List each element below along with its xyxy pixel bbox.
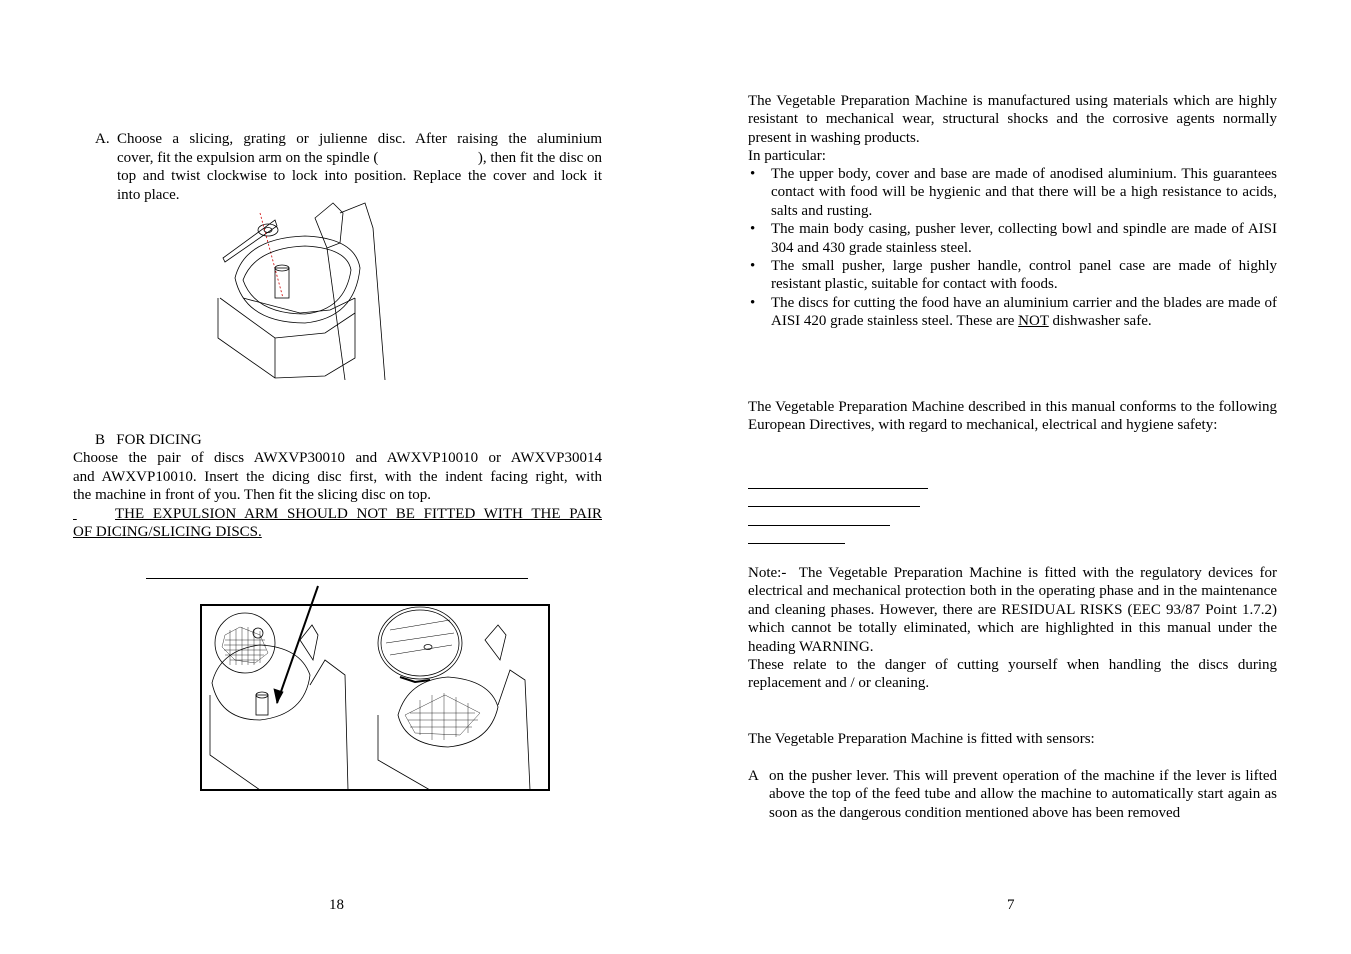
- sensor-a-text: on the pusher lever. This will prevent operation of the machine if the lever is lifted above the top of the feed tube and allow the machine to automatically start again as soon as the dangerous condition mentioned above has been removed: [769, 768, 1277, 821]
- conformity-paragraph: The Vegetable Preparation Machine described in this manual conforms to the following European Directives, with regard to mechanical, electrical and hygiene safety:: [748, 399, 1277, 434]
- materials-list: [748, 165, 1277, 331]
- bullet-text: The main body casing, pusher lever, collecting bowl and spindle are made of AISI 304 and 430 grade stainless steel.: [771, 221, 1277, 256]
- step-a-line-4: into place.: [117, 187, 180, 203]
- list-item: [748, 220, 1277, 257]
- in-particular-label: In particular:: [748, 148, 826, 164]
- list-item: [748, 257, 1277, 294]
- bullet-icon: •: [750, 221, 756, 238]
- directive-rule-3: [748, 525, 890, 526]
- note-text: The Vegetable Preparation Machine is fitted with the regulatory devices for electrical and mechanical protection both in the operating phase and in the maintenance and cleaning phases. However, there are RESIDUAL RISKS (EEC 93/87 Point 1.7.2) which cannot be totally eliminated, which are highlighted in this manual under the heading WARNING.: [748, 565, 1277, 655]
- step-b-warning-line-2: OF DICING/SLICING DISCS.: [73, 524, 262, 540]
- blank-rule: [146, 578, 528, 579]
- directive-rule-1: [748, 488, 928, 489]
- bullet-text-part: The discs for cutting the food have an aluminium carrier and the blades are made of AISI 420 grade stainless steel. These are: [771, 294, 1277, 330]
- step-a-line-3: top and twist clockwise to lock into position. Replace the cover and lock it: [117, 168, 602, 184]
- step-b-line-3: the machine in front of you. Then fit the slicing disc on top.: [73, 487, 431, 503]
- sensors-intro: The Vegetable Preparation Machine is fitted with sensors:: [748, 731, 1095, 747]
- dicing-discs-diagram: [200, 585, 552, 793]
- not-emphasis: NOT: [1018, 313, 1049, 330]
- list-item: [748, 294, 1277, 331]
- directive-rule-2: [748, 506, 920, 507]
- bullet-text-part: dishwasher safe.: [1048, 313, 1152, 330]
- step-a-line-2-start: cover, fit the expulsion arm on the spindle (: [117, 150, 379, 166]
- list-item: [748, 165, 1277, 220]
- bullet-text: [771, 294, 1277, 331]
- bullet-text: The small pusher, large pusher handle, control panel case are made of highly resistant plastic, suitable for contact with foods.: [771, 258, 1277, 293]
- step-a-marker: A.: [95, 131, 110, 147]
- step-b-line-2: and AWXVP10010. Insert the dicing disc first, with the indent facing right, with: [73, 469, 602, 485]
- bullet-text: The upper body, cover and base are made of anodised aluminium. This guarantees contact with food will be hygienic and that there will be a high resistance to acids, salts and rusting.: [771, 166, 1277, 219]
- step-b-warning-indent: [73, 505, 115, 523]
- step-a-line-1: Choose a slicing, grating or julienne disc. After raising the aluminium: [117, 131, 602, 147]
- step-b-warning-line-1: THE EXPULSION ARM SHOULD NOT BE FITTED WITH THE PAIR: [115, 506, 602, 522]
- right-page-number: 7: [1007, 897, 1015, 913]
- expulsion-arm-diagram: [215, 198, 395, 380]
- step-b-line-1: Choose the pair of discs AWXVP30010 and AWXVP10010 or AWXVP30014: [73, 450, 602, 466]
- note-paragraph: [748, 564, 1277, 656]
- bullet-icon: •: [750, 294, 756, 311]
- left-page-number: 18: [329, 897, 344, 913]
- bullet-icon: •: [750, 258, 756, 275]
- note-label: Note:-: [748, 565, 787, 581]
- directive-rule-4: [748, 543, 845, 544]
- step-b-heading: B FOR DICING: [95, 432, 202, 448]
- sensor-a-marker: A: [748, 768, 759, 784]
- note-continuation: These relate to the danger of cutting yourself when handling the discs during replacement and / or cleaning.: [748, 657, 1277, 692]
- bullet-icon: •: [750, 166, 756, 182]
- materials-intro: The Vegetable Preparation Machine is manufactured using materials which are highly resistant to mechanical wear, structural shocks and the corrosive agents normally present in washing products.: [748, 93, 1277, 146]
- step-a-line-2-end: ), then fit the disc on: [477, 150, 602, 166]
